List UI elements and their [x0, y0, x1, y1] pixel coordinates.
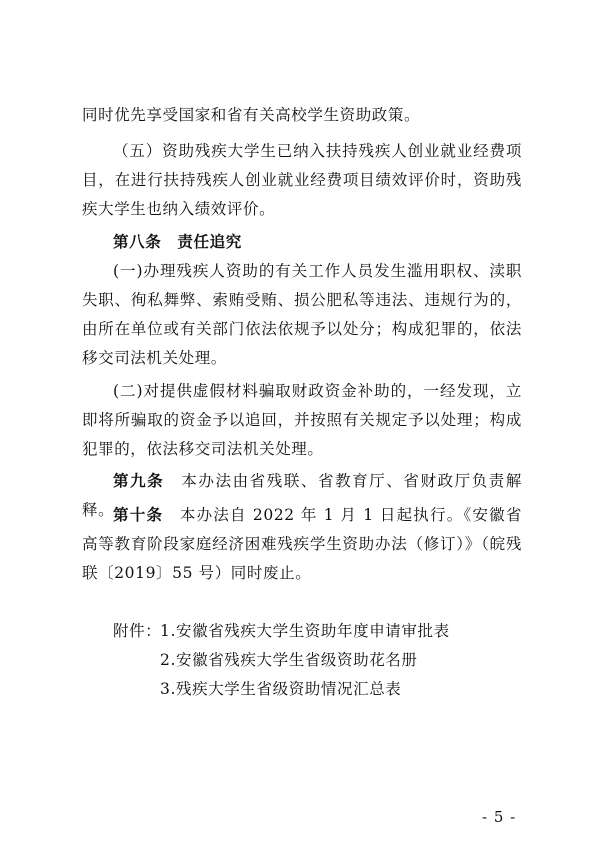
article-9-text: 本办法由省残联、省教育厅、省财政厅负责解释。	[82, 472, 522, 519]
paragraph-accountability-2: (二)对提供虚假材料骗取财政资金补助的，一经发现，立即将所骗取的资金予以追回，并按照有关规定予以处理；构成犯罪的，依法移交司法机关处理。	[82, 382, 522, 458]
article-10-text: 本办法自 2022 年 1 月 1 日起执行。《安徽省高等教育阶段家庭经济困难残疾学生资助办法（修订）》（皖残联〔2019〕55 号）同时废止。	[82, 506, 522, 582]
attachment-item-3: 3.残疾大学生省级资助情况汇总表	[160, 680, 402, 698]
attachment-item-2: 2.安徽省残疾大学生省级资助花名册	[160, 651, 418, 669]
article-8-heading: 第八条 责任追究	[113, 233, 242, 251]
page-number: - 5 -	[482, 808, 517, 826]
attachments-label: 附件：	[113, 622, 162, 640]
paragraph-item-5: （五）资助残疾大学生已纳入扶持残疾人创业就业经费项目，在进行扶持残疾人创业就业经费项目绩效评价时，资助残疾大学生也纳入绩效评价。	[82, 142, 522, 218]
article-10-label: 第十条	[113, 506, 164, 524]
paragraph-policy-continuation: 同时优先享受国家和省有关高校学生资助政策。	[82, 106, 421, 124]
paragraph-accountability-1: (一)办理残疾人资助的有关工作人员发生滥用职权、渎职失职、徇私舞弊、索贿受贿、损公肥私等违法、违规行为的，由所在单位或有关部门依法依规予以处分；构成犯罪的，依法移交司法机关处理。	[82, 262, 522, 367]
article-10	[82, 501, 522, 588]
attachment-item-1: 1.安徽省残疾大学生资助年度申请审批表	[160, 622, 450, 640]
article-9-label: 第九条	[113, 472, 165, 490]
